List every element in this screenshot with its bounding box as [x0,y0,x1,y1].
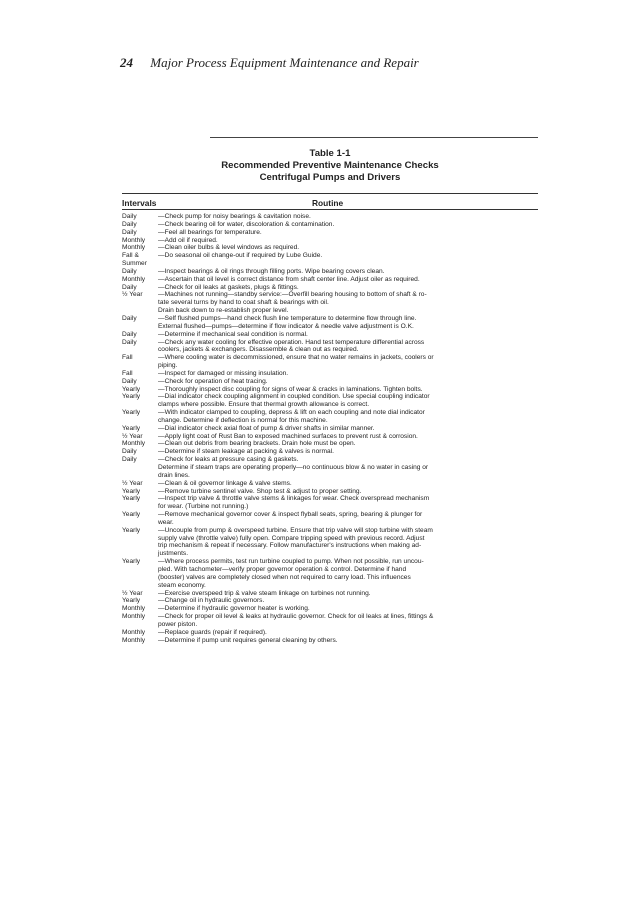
table-subtitle: Centrifugal Pumps and Drivers [259,172,401,183]
interval-cell: Monthly [122,636,146,644]
routine-cell: —Where cooling water is decommissioned, ensure that no water remains in jackets, coolers or piping. [158,354,434,370]
table-top-rule [210,137,538,138]
table-row [122,629,540,637]
table-row [122,244,540,252]
header-top-rule [122,193,538,194]
interval-cell: Yearly [122,526,141,534]
routine-cell: —Check for operation of heat tracing. [158,377,268,385]
interval-cell: Yearly [122,393,141,401]
table-row [122,558,540,589]
interval-cell: Daily [122,213,137,220]
table-row [122,637,540,645]
routine-cell: —Exercise overspeed trip & valve steam linkage on turbines not running. [158,589,371,597]
interval-cell: ½ Year [122,479,143,487]
table-row [122,448,540,456]
page-number: 24 [120,55,133,70]
routine-cell: —Dial indicator check coupling alignment in coupled condition. Use special coupling indicator clamps where possible. Ensure that thermal growth allowance is correct. [158,393,430,409]
table-row [122,213,540,221]
table-row [122,613,540,629]
interval-cell: Monthly [122,613,146,621]
routine-cell: —Check pump for noisy bearings & cavitation noise. [158,213,311,220]
table-row [122,221,540,229]
interval-cell: Monthly [122,275,146,283]
interval-cell: Yearly [122,597,141,605]
routine-cell: —Clean oiler bulbs & level windows as required. [158,244,300,252]
table-title-block [122,148,538,184]
table-row [122,409,540,425]
routine-cell: —Remove mechanical governor cover & inspect flyball seats, spring, bearing & plunger for wear. [158,511,423,526]
routine-cell: —With indicator clamped to coupling, depress & lift on each coupling and note dial indicator change. Determine if deflection is normal for this machine. [158,409,425,424]
interval-cell: Daily [122,448,137,456]
interval-cell: Yearly [122,558,141,566]
maintenance-table-body [122,213,540,644]
routine-cell: —Where process permits, test run turbine coupled to pump. When not possible, run uncou- pled. With tachometer—verify proper governor operation & control. Determine if hand (booster) valves are completely closed when not required to carry load. This influences steam economy. [158,558,424,589]
interval-cell: Monthly [122,236,146,244]
table-title: Recommended Preventive Maintenance Checks [221,160,439,171]
routine-cell: —Machines not running—standby service:—Overfill bearing housing to bottom of shaft & ro- tate several turns by hand to coat shaft & bearings with oil. Drain back down to re-establish proper level. [158,291,427,315]
table-row [122,393,540,409]
routine-cell: —Clean & oil governor linkage & valve stems. [158,479,292,487]
routine-cell: —Remove turbine sentinel valve. Shop test & adjust to proper setting. [158,487,362,495]
routine-cell: —Ascertain that oil level is correct distance from shaft center line. Adjust oiler as required. [158,275,420,283]
table-row [122,252,540,268]
interval-cell: Daily [122,228,137,236]
routine-cell: —Check for leaks at pressure casing & gaskets. Determine if steam traps are operating properly—no continuous blow & no water in casing or drain lines. [158,456,429,479]
routine-cell: —Check for oil leaks at gaskets, plugs & fittings. [158,283,299,291]
table-row [122,511,540,527]
routine-cell: —Uncouple from pump & overspeed turbine. Ensure that trip valve will stop turbine with steam supply valve (throttle valve) fully open. Compare tripping speed with previous record. Adjust trip mechanism & repeat if necessary. Follow manufacturer's instructions when making ad- justments. [158,526,433,558]
routine-cell: —Self flushed pumps—hand check flush line temperature to determine flow through line. External flushed—pumps—determine if flow indicator & needle valve adjustment is O.K. [158,314,417,330]
table-row [122,488,540,496]
routine-cell: —Determine if hydraulic governor heater is working. [158,605,310,613]
running-header [120,55,419,71]
routine-cell: —Thoroughly inspect disc coupling for signs of wear & cracks in laminations. Tighten bolts. [158,385,423,393]
routine-cell: —Inspect trip valve & throttle valve stems & linkages for wear. Check overspread mechanism for wear. (Turbine not running.) [158,495,430,511]
table-row [122,605,540,613]
interval-cell: ½ Year [122,589,143,597]
interval-cell: Monthly [122,244,146,252]
interval-cell: Daily [122,330,137,338]
interval-cell: Yearly [122,424,141,432]
interval-cell: Yearly [122,511,141,519]
interval-cell: Yearly [122,487,141,495]
table-row [122,495,540,511]
table-row [122,597,540,605]
running-title: Major Process Equipment Maintenance and Repair [150,55,419,70]
routine-cell: —Apply light coat of Rust Ban to exposed machined surfaces to prevent rust & corrosion. [158,432,418,440]
interval-cell: Fall [122,369,133,377]
table-row [122,370,540,378]
table-row [122,425,540,433]
table-row [122,378,540,386]
column-header-intervals: Intervals [122,198,157,208]
interval-cell: Monthly [122,628,146,636]
interval-cell: Yearly [122,385,141,393]
interval-cell: Daily [122,377,137,385]
routine-cell: —Inspect bearings & oil rings through filling ports. Wipe bearing covers clean. [158,267,385,275]
header-bottom-rule [122,209,538,210]
routine-cell: —Change oil in hydraulic governors. [158,597,265,605]
routine-cell: —Add oil if required. [158,236,218,244]
interval-cell: Yearly [122,495,141,503]
routine-cell: —Determine if pump unit requires general cleaning by others. [158,636,338,644]
routine-cell: —Determine if steam leakage at packing & valves is normal. [158,448,334,456]
table-row [122,480,540,488]
interval-cell: Daily [122,456,137,464]
table-row [122,268,540,276]
table-row [122,590,540,598]
interval-cell: Yearly [122,409,141,417]
routine-cell: —Check for proper oil level & leaks at hydraulic governor. Check for oil leaks at lines, fittings & power piston. [158,613,434,628]
interval-cell: Monthly [122,440,146,448]
interval-cell: Fall [122,354,133,362]
interval-cell: Fall & Summer [122,252,147,268]
table-row [122,339,540,355]
interval-cell: ½ Year [122,291,143,299]
table-row [122,527,540,558]
routine-cell: —Check any water cooling for effective operation. Hand test temperature differential across coolers, jackets & exchangers. Disassemble & clean out as required. [158,338,425,354]
table-row [122,440,540,448]
table-number: Table 1-1 [309,148,351,159]
table-row [122,331,540,339]
routine-cell: —Dial indicator check axial float of pump & driver shafts in similar manner. [158,424,375,432]
interval-cell: Daily [122,338,137,346]
column-header-routine: Routine [312,198,344,208]
table-row [122,386,540,394]
table-row [122,456,540,480]
interval-cell: Daily [122,283,137,291]
routine-cell: —Do seasonal oil change-out if required by Lube Guide. [158,252,323,260]
interval-cell: Monthly [122,605,146,613]
table-row [122,315,540,331]
table-row [122,284,540,292]
interval-cell: Daily [122,267,137,275]
table-row [122,276,540,284]
routine-cell: —Check bearing oil for water, discoloration & contamination. [158,220,335,228]
routine-cell: —Replace guards (repair if required). [158,628,267,636]
routine-cell: —Feel all bearings for temperature. [158,228,262,236]
routine-cell: —Inspect for damaged or missing insulation. [158,369,289,377]
routine-cell: —Determine if mechanical seal condition is normal. [158,330,308,338]
table-row [122,433,540,441]
routine-cell: —Clean out debris from bearing brackets. Drain hole must be open. [158,440,356,448]
table-row [122,291,540,315]
interval-cell: Daily [122,220,137,228]
interval-cell: ½ Year [122,432,143,440]
interval-cell: Daily [122,314,137,322]
table-row [122,237,540,245]
table-row [122,354,540,370]
table-row [122,229,540,237]
